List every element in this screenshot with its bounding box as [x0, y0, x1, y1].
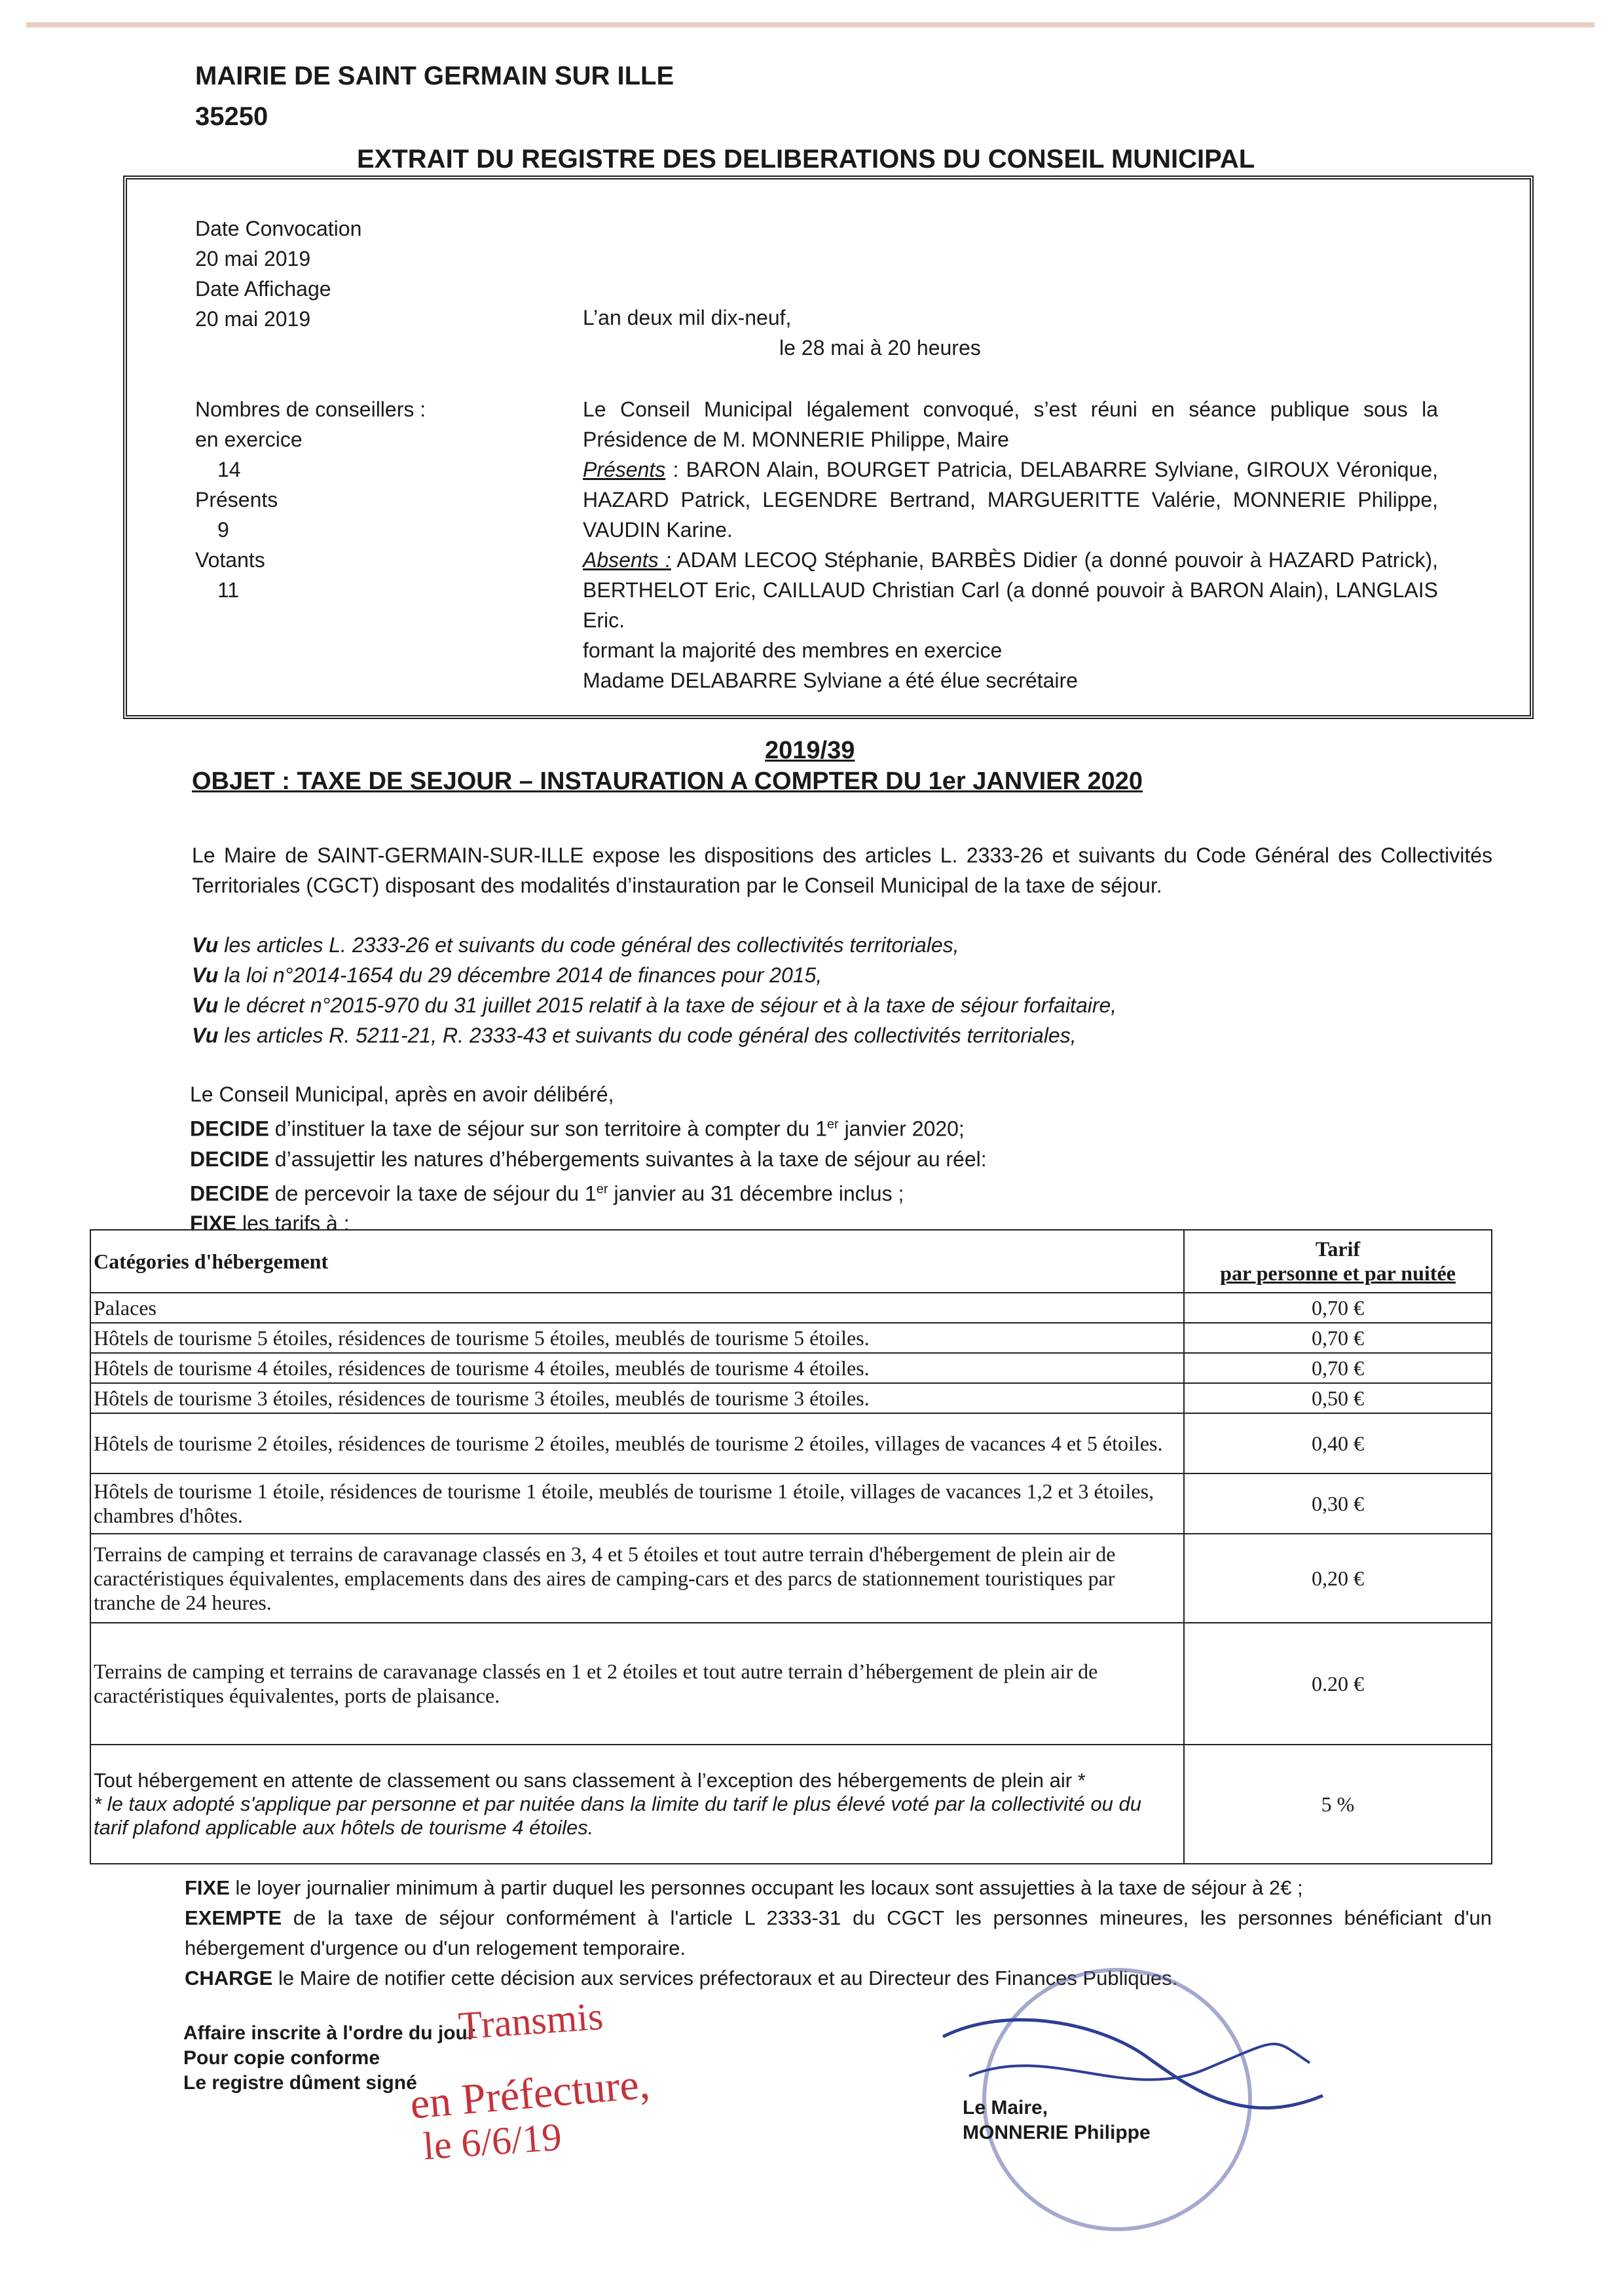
votants-count: 11	[217, 578, 240, 602]
affichage-label: Date Affichage	[195, 277, 331, 301]
table-row	[90, 1323, 1492, 1353]
copie-text: Pour copie conforme	[183, 2047, 380, 2069]
header-tarif-l1: Tarif	[1315, 1237, 1361, 1261]
decide-3: DECIDE de percevoir la taxe de séjour du 1er janvier au 31 décembre inclus ;	[190, 1181, 904, 1206]
row-category: Hôtels de tourisme 3 étoiles, résidences de tourisme 3 étoiles, meublés de tourisme 3 étoiles.	[90, 1383, 1184, 1413]
row-tarif: 0,70 €	[1184, 1293, 1492, 1323]
vu-item: Vu les articles R. 5211-21, R. 2333-43 et suivants du code général des collectivités territoriales,	[192, 1024, 1077, 1047]
secretary-text: Madame DELABARRE Sylviane a été élue secrétaire	[583, 669, 1078, 692]
transmis-stamp-l1: Transmis	[456, 1994, 605, 2048]
absents-title: Absents :	[583, 548, 671, 572]
row-category: Hôtels de tourisme 1 étoile, résidences de tourisme 1 étoile, meublés de tourisme 1 étoile, villages de vacances 1,2 et 3 étoiles, chambres d'hôtes.	[90, 1473, 1184, 1534]
presents-list: : BARON Alain, BOURGET Patricia, DELABARRE Sylviane, GIROUX Véronique, HAZARD Patrick, LEGENDRE Bertrand, MARGUERITTE Valérie, MONNERIE Philippe, VAUDIN Karine.	[583, 458, 1438, 542]
table-row	[90, 1623, 1492, 1745]
table-row	[90, 1534, 1492, 1623]
transmis-stamp-l2: en Préfecture,	[408, 2060, 652, 2128]
last-note: * le taux adopté s'applique par personne et par nuitée dans la limite du tarif le plus élevé voté par la collectivité ou du tarif plafond applicable aux hôtels de tourisme 4 étoiles.	[94, 1792, 1141, 1839]
nombres-label: Nombres de conseillers :	[195, 398, 426, 421]
table-row	[90, 1383, 1492, 1413]
votants-label: Votants	[195, 548, 265, 572]
exercice-label: en exercice	[195, 428, 303, 451]
row-category	[90, 1745, 1184, 1864]
presents-title: Présents	[583, 458, 666, 481]
charge: CHARGE le Maire de notifier cette décision aux services préfectoraux et au Directeur des Finances Publiques.	[185, 1967, 1178, 1990]
presents-label: Présents	[195, 488, 278, 511]
table-row	[90, 1473, 1492, 1534]
presents-count: 9	[217, 518, 229, 542]
councillor-counts	[195, 394, 426, 605]
fixe-loyer: FIXE le loyer journalier minimum à partir duquel les personnes occupant les locaux sont assujetties à la taxe de séjour à 2€ ;	[185, 1876, 1303, 1899]
row-tarif: 0,70 €	[1184, 1353, 1492, 1383]
row-category: Terrains de camping et terrains de caravanage classés en 1 et 2 étoiles et tout autre terrain d’hébergement de plein air de caractéristiques équivalentes, ports de plaisance.	[90, 1623, 1184, 1745]
conseil-text: Le Conseil Municipal, après en avoir délibéré,	[190, 1083, 614, 1106]
row-tarif: 0,50 €	[1184, 1383, 1492, 1413]
maire-label: Le Maire,	[963, 2097, 1048, 2119]
vu-list	[192, 930, 1116, 1050]
top-divider	[26, 22, 1595, 28]
absents-list: ADAM LECOQ Stéphanie, BARBÈS Didier (a donné pouvoir à HAZARD Patrick), BERTHELOT Eric, CAILLAUD Christian Carl (a donné pouvoir à BARON Alain), LANGLAIS Eric.	[583, 548, 1439, 632]
session-date: le 28 mai à 20 heures	[779, 336, 981, 360]
convocation-text: Le Conseil Municipal légalement convoqué, s’est réuni en séance publique sous la Présidence de M. MONNERIE Philippe, Maire	[583, 398, 1438, 451]
session-year: L’an deux mil dix-neuf,	[583, 306, 792, 329]
deliberation-number: 2019/39	[765, 737, 855, 764]
fixe-tarifs: FIXE les tarifs à :	[190, 1212, 350, 1236]
row-tarif: 5 %	[1184, 1745, 1492, 1864]
row-tarif: 0,70 €	[1184, 1323, 1492, 1353]
expose-text: Le Maire de SAINT-GERMAIN-SUR-ILLE expose les dispositions des articles L. 2333-26 et suivants du Code Général des Collectivités Territoriales (CGCT) disposant des modalités d’instauration par le Conseil Municipal de la taxe de séjour.	[192, 843, 1492, 897]
convocation-label: Date Convocation	[195, 217, 362, 240]
transmis-stamp-l3: le 6/6/19	[421, 2115, 563, 2168]
row-tarif: 0.20 €	[1184, 1623, 1492, 1745]
final-provisions	[185, 1873, 1492, 1993]
convocation-date: 20 mai 2019	[195, 247, 311, 270]
row-tarif: 0,40 €	[1184, 1413, 1492, 1473]
vu-item: Vu le décret n°2015-970 du 31 juillet 2015 relatif à la taxe de séjour et à la taxe de séjour forfaitaire,	[192, 993, 1117, 1017]
header-tarif	[1184, 1230, 1492, 1293]
decide-1: DECIDE d’instituer la taxe de séjour sur son territoire à compter du 1er janvier 2020;	[190, 1117, 965, 1141]
vu-item: Vu la loi n°2014-1654 du 29 décembre 2014 de finances pour 2015,	[192, 963, 822, 987]
header-tarif-l2: par personne et par nuitée	[1220, 1261, 1456, 1285]
exercice-count: 14	[217, 458, 241, 481]
vu-item: Vu les articles L. 2333-26 et suivants du code général des collectivités territoriales,	[192, 933, 959, 957]
row-tarif: 0,30 €	[1184, 1473, 1492, 1534]
tariff-table	[90, 1229, 1492, 1864]
table-row	[90, 1353, 1492, 1383]
registre-text: Le registre dûment signé	[183, 2072, 417, 2094]
row-category: Hôtels de tourisme 4 étoiles, résidences de tourisme 4 étoiles, meublés de tourisme 4 étoiles.	[90, 1353, 1184, 1383]
deliberation-object: OBJET : TAXE DE SEJOUR – INSTAURATION A COMPTER DU 1er JANVIER 2020	[192, 768, 1143, 795]
mairie-title: MAIRIE DE SAINT GERMAIN SUR ILLE	[195, 62, 674, 90]
header-categories: Catégories d'hébergement	[90, 1230, 1184, 1293]
decisions	[190, 1079, 987, 1238]
postal-code: 35250	[195, 102, 268, 131]
table-row	[90, 1413, 1492, 1473]
row-category: Palaces	[90, 1293, 1184, 1323]
convocation-info	[195, 213, 361, 334]
row-category: Hôtels de tourisme 5 étoiles, résidences de tourisme 5 étoiles, meublés de tourisme 5 étoiles.	[90, 1323, 1184, 1353]
row-tarif: 0,20 €	[1184, 1534, 1492, 1623]
extract-title: EXTRAIT DU REGISTRE DES DELIBERATIONS DU CONSEIL MUNICIPAL	[357, 145, 1255, 174]
table-row	[90, 1745, 1492, 1864]
session-body	[583, 394, 1438, 695]
row-category: Hôtels de tourisme 2 étoiles, résidences de tourisme 2 étoiles, meublés de tourisme 2 étoiles, villages de vacances 4 et 5 étoiles.	[90, 1413, 1184, 1473]
affichage-date: 20 mai 2019	[195, 307, 311, 331]
table-header	[90, 1230, 1492, 1293]
table-row	[90, 1293, 1492, 1323]
affaire-text: Affaire inscrite à l'ordre du jour	[183, 2022, 475, 2044]
decide-2: DECIDE d’assujettir les natures d’hébergements suivantes à la taxe de séjour au réel:	[190, 1147, 987, 1171]
last-category: Tout hébergement en attente de classement ou sans classement à l’exception des hébergements de plein air *	[94, 1769, 1086, 1792]
maire-name: MONNERIE Philippe	[963, 2122, 1151, 2143]
exempte: EXEMPTE de la taxe de séjour conformément à l'article L 2333-31 du CGCT les personnes mineures, les personnes bénéficiant d'un hébergement d'urgence ou d'un relogement temporaire.	[185, 1906, 1492, 1959]
maire-signature	[963, 2096, 1151, 2145]
majority-text: formant la majorité des membres en exercice	[583, 639, 1003, 662]
row-category: Terrains de camping et terrains de caravanage classés en 3, 4 et 5 étoiles et tout autre terrain d'hébergement de plein air de caractéristiques équivalentes, emplacements dans des aires de camping-cars et des parcs de stationnement touristiques par tranche de 24 heures.	[90, 1534, 1184, 1623]
